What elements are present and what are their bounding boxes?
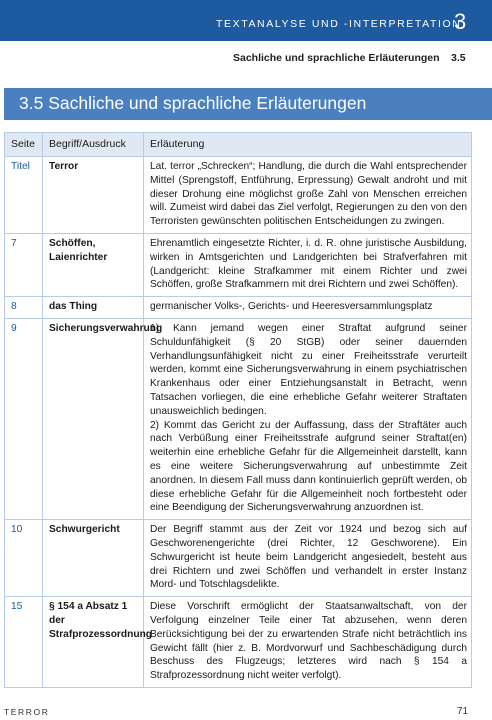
row-explanation: 1) Kann jemand wegen einer Straftat aufgrund seiner Schuldunfähigkeit (§ 20 StGB) oder seiner dauernden Verhandlungsunfähigkeit nicht zu einer Freiheitsstrafe verurteilt werden, kommt eine Sicherungsverwahrung in einem psychiatrischen Krankenhaus oder einer Entziehungsanstalt in Betracht, wenn Tatsachen vorliegen, die eine erhebliche Gefahr weiterer Straftaten unausweichlich bedingen. 2) Kommt das Gericht zu der Auffassung, dass der Straftäter auch nach Verbüßung einer Freiheitsstrafe aufgrund seiner Straftat(en) weiterhin eine erhebliche Gefahr für die Allgemeinheit darstellt, kann es eine weitere Sicherungsverwahrung auf unbestimmte Zeit anordnen. In diesem Fall muss dann kontinuierlich geprüft werden, ob diese erhebliche Gefahr für die Allgemeinheit noch fortbesteht oder eine Beendigung der Sicherungsverwahrung anzuordnen ist. bbox=[144, 318, 472, 519]
running-head-number: 3.5 bbox=[451, 52, 466, 64]
header-page: Seite bbox=[5, 133, 43, 157]
row-term: Sicherungsverwahrung bbox=[43, 318, 144, 519]
section-title: 3.5 Sachliche und sprachliche Erläuterungen bbox=[19, 93, 367, 113]
row-explanation: Diese Vorschrift ermöglicht der Staatsanwaltschaft, von der Verfolgung einzelner Teile einer Tat abzusehen, wenn deren Berücksichtigung bei der zu erwartenden Strafe nicht beträchtlich ins Gewicht fällt (hier z. B. Mordvorwurf und Sachbeschädigung durch Beschuss des Flugzeugs; letzteres wird nach § 154 a Strafprozessordnung nicht weiter verfolgt). bbox=[144, 597, 472, 688]
row-page: 15 bbox=[5, 597, 43, 688]
row-explanation: Lat. terror „Schrecken“; Handlung, die durch die Wahl entsprechender Mittel (Sprengstoff, Entführung, Erpressung) Gewalt androht und mit dieser Drohung eine möglichst große Zahl von Menschen erreichen will. Zumeist wird dabei das Ziel verfolgt, Regierungen zu den von den Terroristen gewünschten politischen Entscheidungen zu zwingen. bbox=[144, 157, 472, 234]
section-heading-band bbox=[4, 88, 492, 120]
table-header-row bbox=[5, 133, 472, 157]
footer-page-number: 71 bbox=[457, 706, 469, 717]
header-explanation: Erläuterung bbox=[144, 133, 472, 157]
row-explanation: germanischer Volks-, Gerichts- und Heeresversammlungsplatz bbox=[144, 297, 472, 319]
running-head bbox=[0, 52, 492, 68]
row-term: Terror bbox=[43, 157, 144, 234]
row-term: § 154 a Absatz 1 der Strafprozessordnung bbox=[43, 597, 144, 688]
running-head-title: Sachliche und sprachliche Erläuterungen bbox=[233, 52, 440, 64]
row-page: 10 bbox=[5, 520, 43, 597]
row-page: 7 bbox=[5, 233, 43, 296]
row-page: 9 bbox=[5, 318, 43, 519]
row-term: Schöffen, Laienrichter bbox=[43, 233, 144, 296]
row-explanation: Der Begriff stammt aus der Zeit vor 1924 und bezog sich auf Geschworenengerichte (drei Richter, 12 Geschworene). Ein Schwurgericht ist heute beim Landgericht angesiedelt, besteht aus drei Richtern und zwei Schöffen und verhandelt in erster Instanz Mord- und Totschlagsdelikte. bbox=[144, 520, 472, 597]
row-term: das Thing bbox=[43, 297, 144, 319]
table-row bbox=[5, 597, 472, 688]
table-row bbox=[5, 233, 472, 296]
chapter-header-band bbox=[0, 0, 492, 41]
row-page: Titel bbox=[5, 157, 43, 234]
table-row bbox=[5, 520, 472, 597]
header-term: Begriff/Ausdruck bbox=[43, 133, 144, 157]
row-term: Schwurgericht bbox=[43, 520, 144, 597]
chapter-number: 3 bbox=[454, 9, 467, 34]
glossary-table bbox=[4, 132, 472, 688]
footer-book-title: TERROR bbox=[4, 707, 50, 717]
row-explanation: Ehrenamtlich eingesetzte Richter, i. d. R. ohne juristische Ausbildung, wirken in Amtsgerichten und Landgerichten bei Strafverfahren mit (Landgericht: kleine Strafkammer mit einem Richter und zwei Schöffen, große Strafkammern mit drei Richtern und zwei Schöffen). bbox=[144, 233, 472, 296]
table-row bbox=[5, 297, 472, 319]
table-row bbox=[5, 318, 472, 519]
table-row bbox=[5, 157, 472, 234]
chapter-title: TEXTANALYSE UND -INTERPRETATION bbox=[216, 18, 462, 30]
row-page: 8 bbox=[5, 297, 43, 319]
